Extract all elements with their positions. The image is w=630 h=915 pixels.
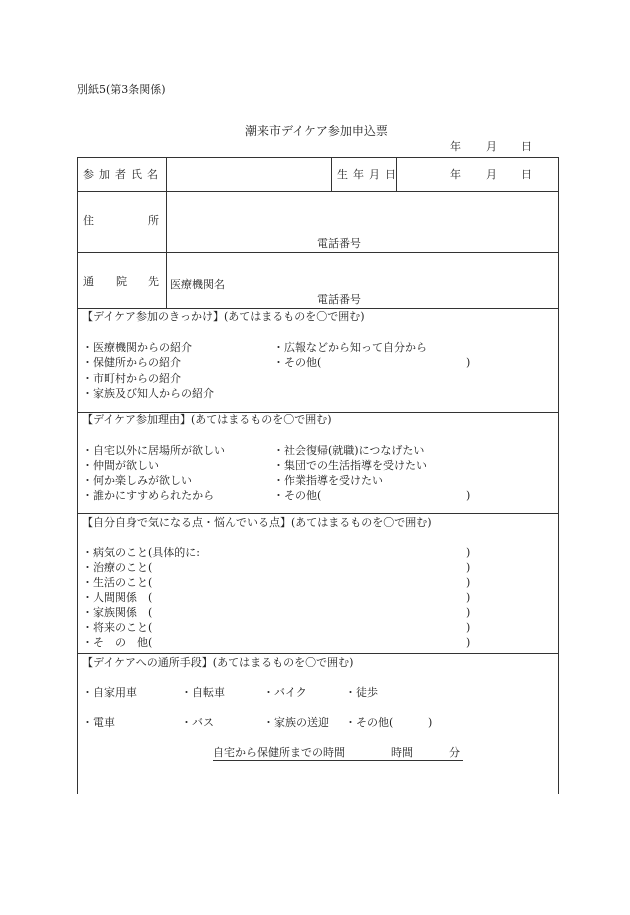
option-item[interactable]: ・広報などから知って自分から bbox=[273, 341, 427, 354]
transport-option[interactable]: ・自転車 bbox=[181, 686, 225, 699]
transport-option[interactable]: ・その他( bbox=[345, 716, 394, 729]
option-item[interactable]: ・自宅以外に居場所が欲しい bbox=[82, 444, 225, 457]
close-paren: ) bbox=[428, 716, 433, 729]
travel-time-line[interactable] bbox=[213, 746, 463, 761]
transport-option[interactable]: ・バス bbox=[181, 716, 214, 729]
date-month-label: 月 bbox=[486, 140, 497, 153]
date-day-label: 日 bbox=[521, 140, 532, 153]
participant-name-label: 参加者氏名 bbox=[83, 168, 163, 181]
address-label-part: 住 bbox=[83, 214, 94, 227]
minutes-label: 分 bbox=[449, 746, 460, 759]
option-item[interactable]: ・作業指導を受けたい bbox=[273, 474, 383, 487]
transport-option[interactable]: ・電車 bbox=[82, 716, 115, 729]
transport-option[interactable]: ・徒歩 bbox=[345, 686, 378, 699]
hospital-label-part: 院 bbox=[116, 275, 127, 288]
birth-date-label: 生年月日 bbox=[337, 168, 401, 181]
concern-item[interactable]: ・治療のこと( bbox=[82, 561, 153, 574]
hospital-label-part: 先 bbox=[148, 275, 159, 288]
institution-name-label: 医療機関名 bbox=[170, 278, 225, 291]
section-heading-reason: 【デイケア参加理由】(あてはまるものを〇で囲む) bbox=[82, 413, 332, 426]
section-heading-transport: 【デイケアへの通所手段】(あてはまるものを〇で囲む) bbox=[82, 656, 354, 669]
address-label-part: 所 bbox=[148, 214, 159, 227]
annex-label: 別紙5(第3条関係) bbox=[77, 83, 166, 96]
hospital-field[interactable] bbox=[167, 253, 555, 306]
option-item[interactable]: ・集団での生活指導を受けたい bbox=[273, 459, 427, 472]
concern-item[interactable]: ・将来のこと( bbox=[82, 621, 153, 634]
close-paren: ) bbox=[466, 546, 471, 559]
close-paren: ) bbox=[466, 356, 471, 369]
close-paren: ) bbox=[466, 621, 471, 634]
travel-time-label: 自宅から保健所までの時間 bbox=[213, 746, 345, 759]
concern-item[interactable]: ・病気のこと(具体的に: bbox=[82, 546, 200, 559]
date-year-label: 年 bbox=[450, 140, 461, 153]
address-phone-label: 電話番号 bbox=[317, 237, 361, 250]
option-item[interactable]: ・保健所からの紹介 bbox=[82, 356, 181, 369]
option-item[interactable]: ・誰かにすすめられたから bbox=[82, 489, 215, 502]
section-heading-motivation: 【デイケア参加のきっかけ】(あてはまるものを〇で囲む) bbox=[82, 310, 365, 323]
option-item[interactable]: ・仲間が欲しい bbox=[82, 459, 159, 472]
section-heading-concerns: 【自分自身で気になる点・悩んでいる点】(あてはまるものを〇で囲む) bbox=[82, 516, 432, 529]
concern-item[interactable]: ・生活のこと( bbox=[82, 576, 153, 589]
hours-label: 時間 bbox=[391, 746, 413, 759]
transport-option[interactable]: ・バイク bbox=[263, 686, 307, 699]
option-item[interactable]: ・何か楽しみが欲しい bbox=[82, 474, 192, 487]
page-title: 潮来市デイケア参加申込票 bbox=[245, 124, 388, 138]
concern-item[interactable]: ・そ の 他( bbox=[82, 636, 153, 649]
participant-name-field[interactable] bbox=[167, 159, 329, 189]
section-divider bbox=[78, 513, 558, 514]
close-paren: ) bbox=[466, 591, 471, 604]
transport-option[interactable]: ・家族の送迎 bbox=[263, 716, 329, 729]
close-paren: ) bbox=[466, 636, 471, 649]
concern-item[interactable]: ・人間関係 ( bbox=[82, 591, 153, 604]
option-item[interactable]: ・市町村からの紹介 bbox=[82, 372, 181, 385]
close-paren: ) bbox=[466, 561, 471, 574]
option-item[interactable]: ・その他( bbox=[273, 356, 322, 369]
close-paren: ) bbox=[466, 489, 471, 502]
close-paren: ) bbox=[466, 606, 471, 619]
hospital-label-part: 通 bbox=[83, 275, 94, 288]
column-divider bbox=[331, 158, 332, 191]
option-item[interactable]: ・医療機関からの紹介 bbox=[82, 341, 192, 354]
birth-day-label: 日 bbox=[521, 168, 532, 181]
birth-year-label: 年 bbox=[450, 168, 461, 181]
option-item[interactable]: ・家族及び知人からの紹介 bbox=[82, 387, 214, 400]
address-field[interactable] bbox=[167, 192, 555, 250]
option-item[interactable]: ・社会復帰(就職)につなげたい bbox=[273, 444, 425, 457]
concern-item[interactable]: ・家族関係 ( bbox=[82, 606, 153, 619]
hospital-phone-label: 電話番号 bbox=[317, 293, 361, 306]
close-paren: ) bbox=[466, 576, 471, 589]
transport-option[interactable]: ・自家用車 bbox=[82, 686, 137, 699]
birth-month-label: 月 bbox=[486, 168, 497, 181]
row-divider bbox=[78, 308, 558, 309]
section-divider bbox=[78, 653, 558, 654]
option-item[interactable]: ・その他( bbox=[273, 489, 322, 502]
